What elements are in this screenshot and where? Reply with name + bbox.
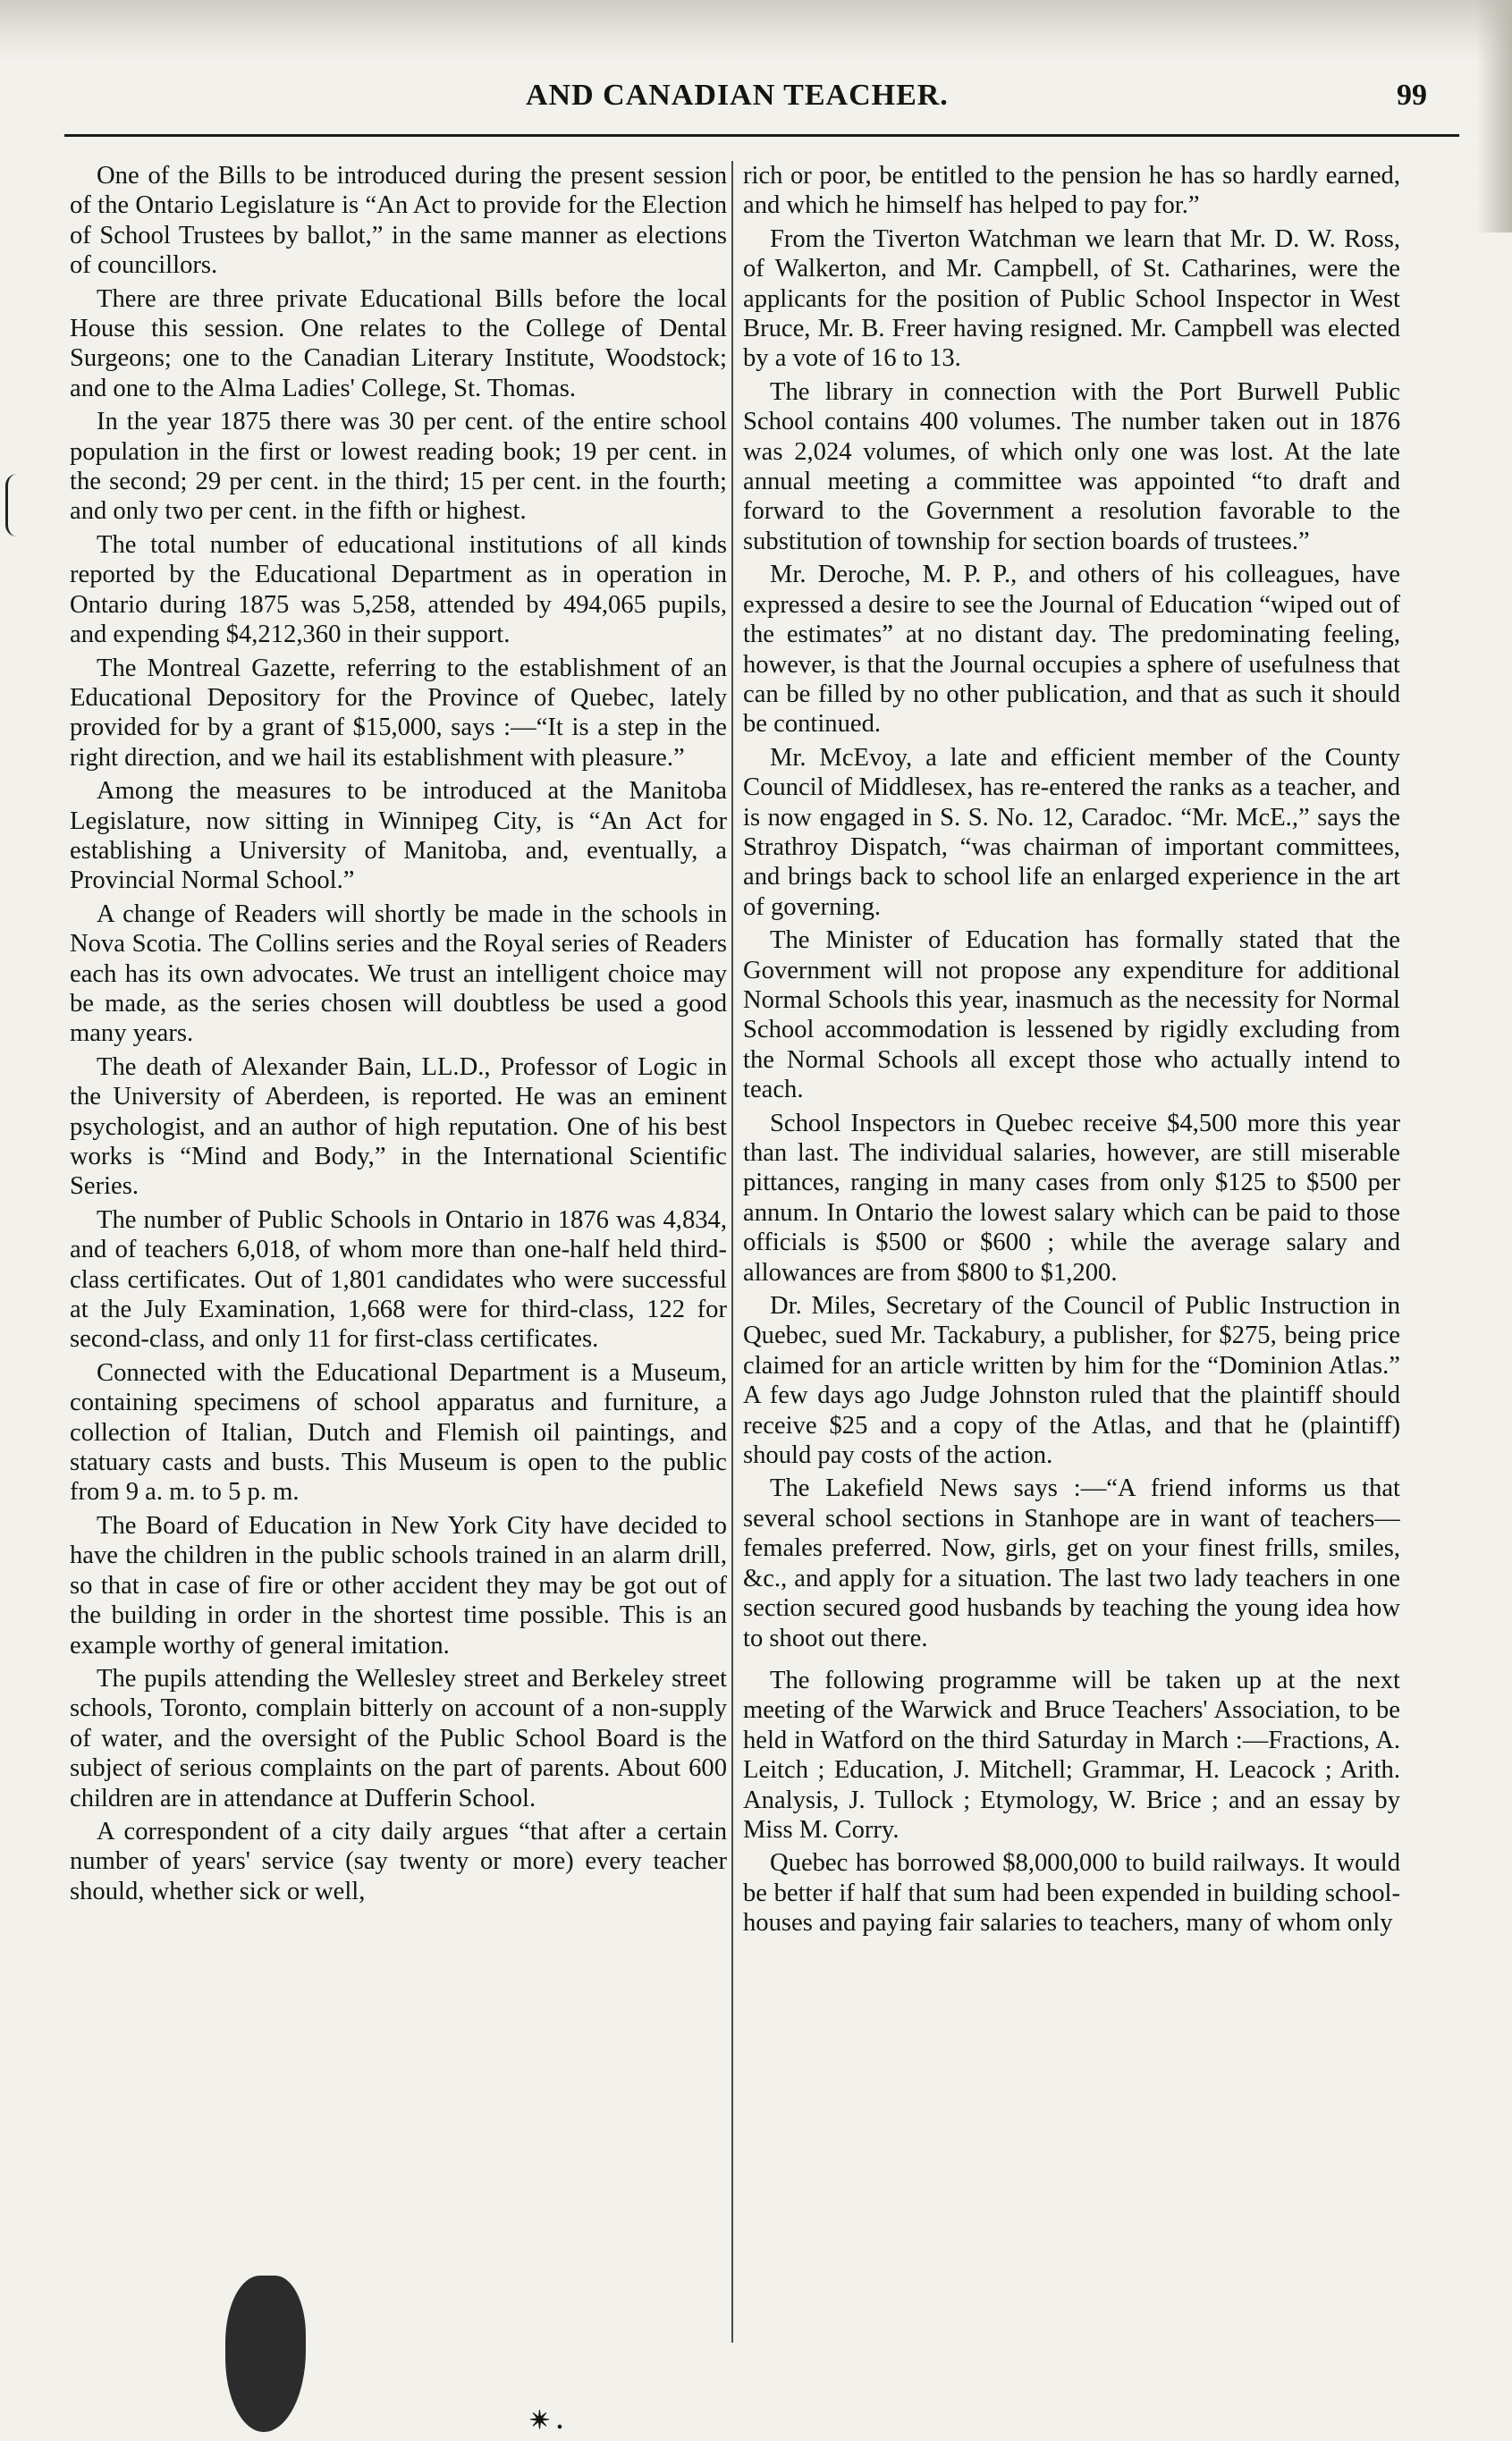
header-rule (64, 134, 1459, 137)
running-title: AND CANADIAN TEACHER. (526, 79, 949, 112)
news-item: Connected with the Educational Department is a Museum, containing specimens of school apparatus and furniture, a collection of Italian, Dutch and Flemish oil paintings, and statuary casts and busts. This Museum is open to the public from 9 a. m. to 5 p. m. (70, 1358, 727, 1507)
footer-mark: ✴ . (529, 2407, 563, 2435)
margin-bracket-mark (5, 474, 17, 536)
news-item: In the year 1875 there was 30 per cent. of the entire school population in the first or lowest reading book; 19 per cent. in the second; 29 per cent. in the third; 15 per cent. in the fourth; and only two per cent. in the fifth or highest. (70, 408, 727, 526)
running-header (0, 79, 1512, 123)
news-item: The total number of educational institutions of all kinds reported by the Educational Department as in operation in Ontario during 1875 was 5,258, attended by 494,065 pupils, and expending $4,212,360 in their support. (70, 530, 727, 649)
news-item: The pupils attending the Wellesley street and Berkeley street schools, Toronto, complain bitterly on account of a non-supply of water, and the oversight of the Public School Board is the subject of serious complaints on the part of parents. About 600 children are in attendance at Dufferin School. (70, 1664, 727, 1812)
news-item: The Board of Education in New York City have decided to have the children in the public schools trained in an alarm drill, so that in case of fire or other accident they may be got out of the building in order in the shortest time possible. This is an example worthy of general imitation. (70, 1511, 727, 1660)
news-item: The library in connection with the Port Burwell Public School contains 400 volumes. The number taken out in 1876 was 2,024 volumes, of which only one was lost. At the late annual meeting a committee was appointed “to draft and forward to the Government a resolution favorable to the substitution of township for section boards of trustees.” (743, 377, 1400, 555)
news-item: Dr. Miles, Secretary of the Council of Public Instruction in Quebec, sued Mr. Tackabury, a publisher, for $275, being price claimed for an article written by him for the “Dominion Atlas.” A few days ago Judge Johnston ruled that the plaintiff should receive $25 and a copy of the Atlas, and that he (plaintiff) should pay costs of the action. (743, 1292, 1400, 1470)
news-item: There are three private Educational Bills before the local House this session. One relates to the College of Dental Surgeons; one to the Canadian Literary Institute, Woodstock; and one to the Alma Ladies' College, St. Thomas. (70, 284, 727, 402)
news-item: Quebec has borrowed $8,000,000 to build railways. It would be better if half that sum had been expended in building school-houses and paying fair salaries to teachers, many of whom only (743, 1849, 1400, 1938)
page-number: 99 (1397, 79, 1427, 112)
news-item-continued: rich or poor, be entitled to the pension he has so hardly earned, and which he himself has helped to pay for.” (743, 162, 1400, 220)
news-item: Mr. McEvoy, a late and efficient member of the County Council of Middlesex, has re-entered the ranks as a teacher, and is now engaged in S. S. No. 12, Caradoc. “Mr. McE.,” says the Strathroy Dispatch, “was chairman of important committees, and brings back to school life an enlarged experience in the art of governing. (743, 743, 1400, 921)
news-item: School Inspectors in Quebec receive $4,500 more this year than last. The individual salaries, however, are still miserable pittances, ranging in many cases from only $125 to $500 per annum. In Ontario the lowest salary which can be paid to those officials is $500 or $600 ; while the average salary and allowances are from $800 to $1,200. (743, 1109, 1400, 1287)
page-edge-shadow-top (0, 0, 1512, 63)
news-item: The death of Alexander Bain, LL.D., Professor of Logic in the University of Aberdeen, is reported. He was an eminent psychologist, and an author of high reputation. One of his best works is “Mind and Body,” in the International Scientific Series. (70, 1052, 727, 1201)
news-item: The number of Public Schools in Ontario in 1876 was 4,834, and of teachers 6,018, of whom more than one-half held third-class certificates. Out of 1,801 candidates who were successful at the July Examination, 1,668 were for third-class, 122 for second-class, and only 11 for first-class certificates. (70, 1205, 727, 1354)
right-column (743, 161, 1400, 2343)
news-item: The Montreal Gazette, referring to the establishment of an Educational Depository for the Province of Quebec, lately provided for by a grant of $15,000, says :—“It is a step in the right direction, and we hail its establishment with pleasure.” (70, 654, 727, 772)
news-item: From the Tiverton Watchman we learn that Mr. D. W. Ross, of Walkerton, and Mr. Campbell, of St. Catharines, were the applicants for the position of Public School Inspector in West Bruce, Mr. B. Freer having resigned. Mr. Campbell was elected by a vote of 16 to 13. (743, 224, 1400, 373)
news-item: The following programme will be taken up at the next meeting of the Warwick and Bruce Teachers' Association, to be held in Watford on the third Saturday in March :—Fractions, A. Leitch ; Education, J. Mitchell; Grammar, H. Leacock ; Arith. Analysis, J. Tullock ; Etymology, W. Brice ; and an essay by Miss M. Corry. (743, 1666, 1400, 1844)
news-item: Mr. Deroche, M. P. P., and others of his colleagues, have expressed a desire to see the Journal of Education “wiped out of the estimates” at no distant day. The predominating feeling, however, is that the Journal occupies a sphere of usefulness that can be filled by no other publication, and that as such it should be continued. (743, 561, 1400, 739)
news-item: The Minister of Education has formally stated that the Government will not propose any expenditure for additional Normal Schools this year, inasmuch as the necessity for Normal School accommodation is lessened by rigidly excluding from the Normal Schools all except those who actually intend to teach. (743, 926, 1400, 1104)
left-column (70, 161, 727, 2343)
news-item: A change of Readers will shortly be made in the schools in Nova Scotia. The Collins series and the Royal series of Readers each has its own advocates. We trust an intelligent choice may be made, as the series chosen will doubtless be used a good many years. (70, 900, 727, 1048)
news-item: A correspondent of a city daily argues “that after a certain number of years' service (say twenty or more) every teacher should, whether sick or well, (70, 1817, 727, 1905)
news-item: Among the measures to be introduced at the Manitoba Legislature, now sitting in Winnipeg City, is “An Act for establishing a University of Manitoba, and, eventually, a Provincial Normal School.” (70, 777, 727, 895)
news-item: One of the Bills to be introduced during the present session of the Ontario Legislature is “An Act to provide for the Election of School Trustees by ballot,” in the same manner as elections of councillors. (70, 162, 727, 280)
news-item: The Lakefield News says :—“A friend informs us that several school sections in Stanhope are in want of teachers—females preferred. Now, girls, get on your finest frills, smiles, &c., and apply for a situation. The last two lady teachers in one section secured good husbands by teaching the young idea how to shoot out there. (743, 1474, 1400, 1652)
column-divider (731, 161, 733, 2343)
ink-blot (225, 2276, 306, 2432)
